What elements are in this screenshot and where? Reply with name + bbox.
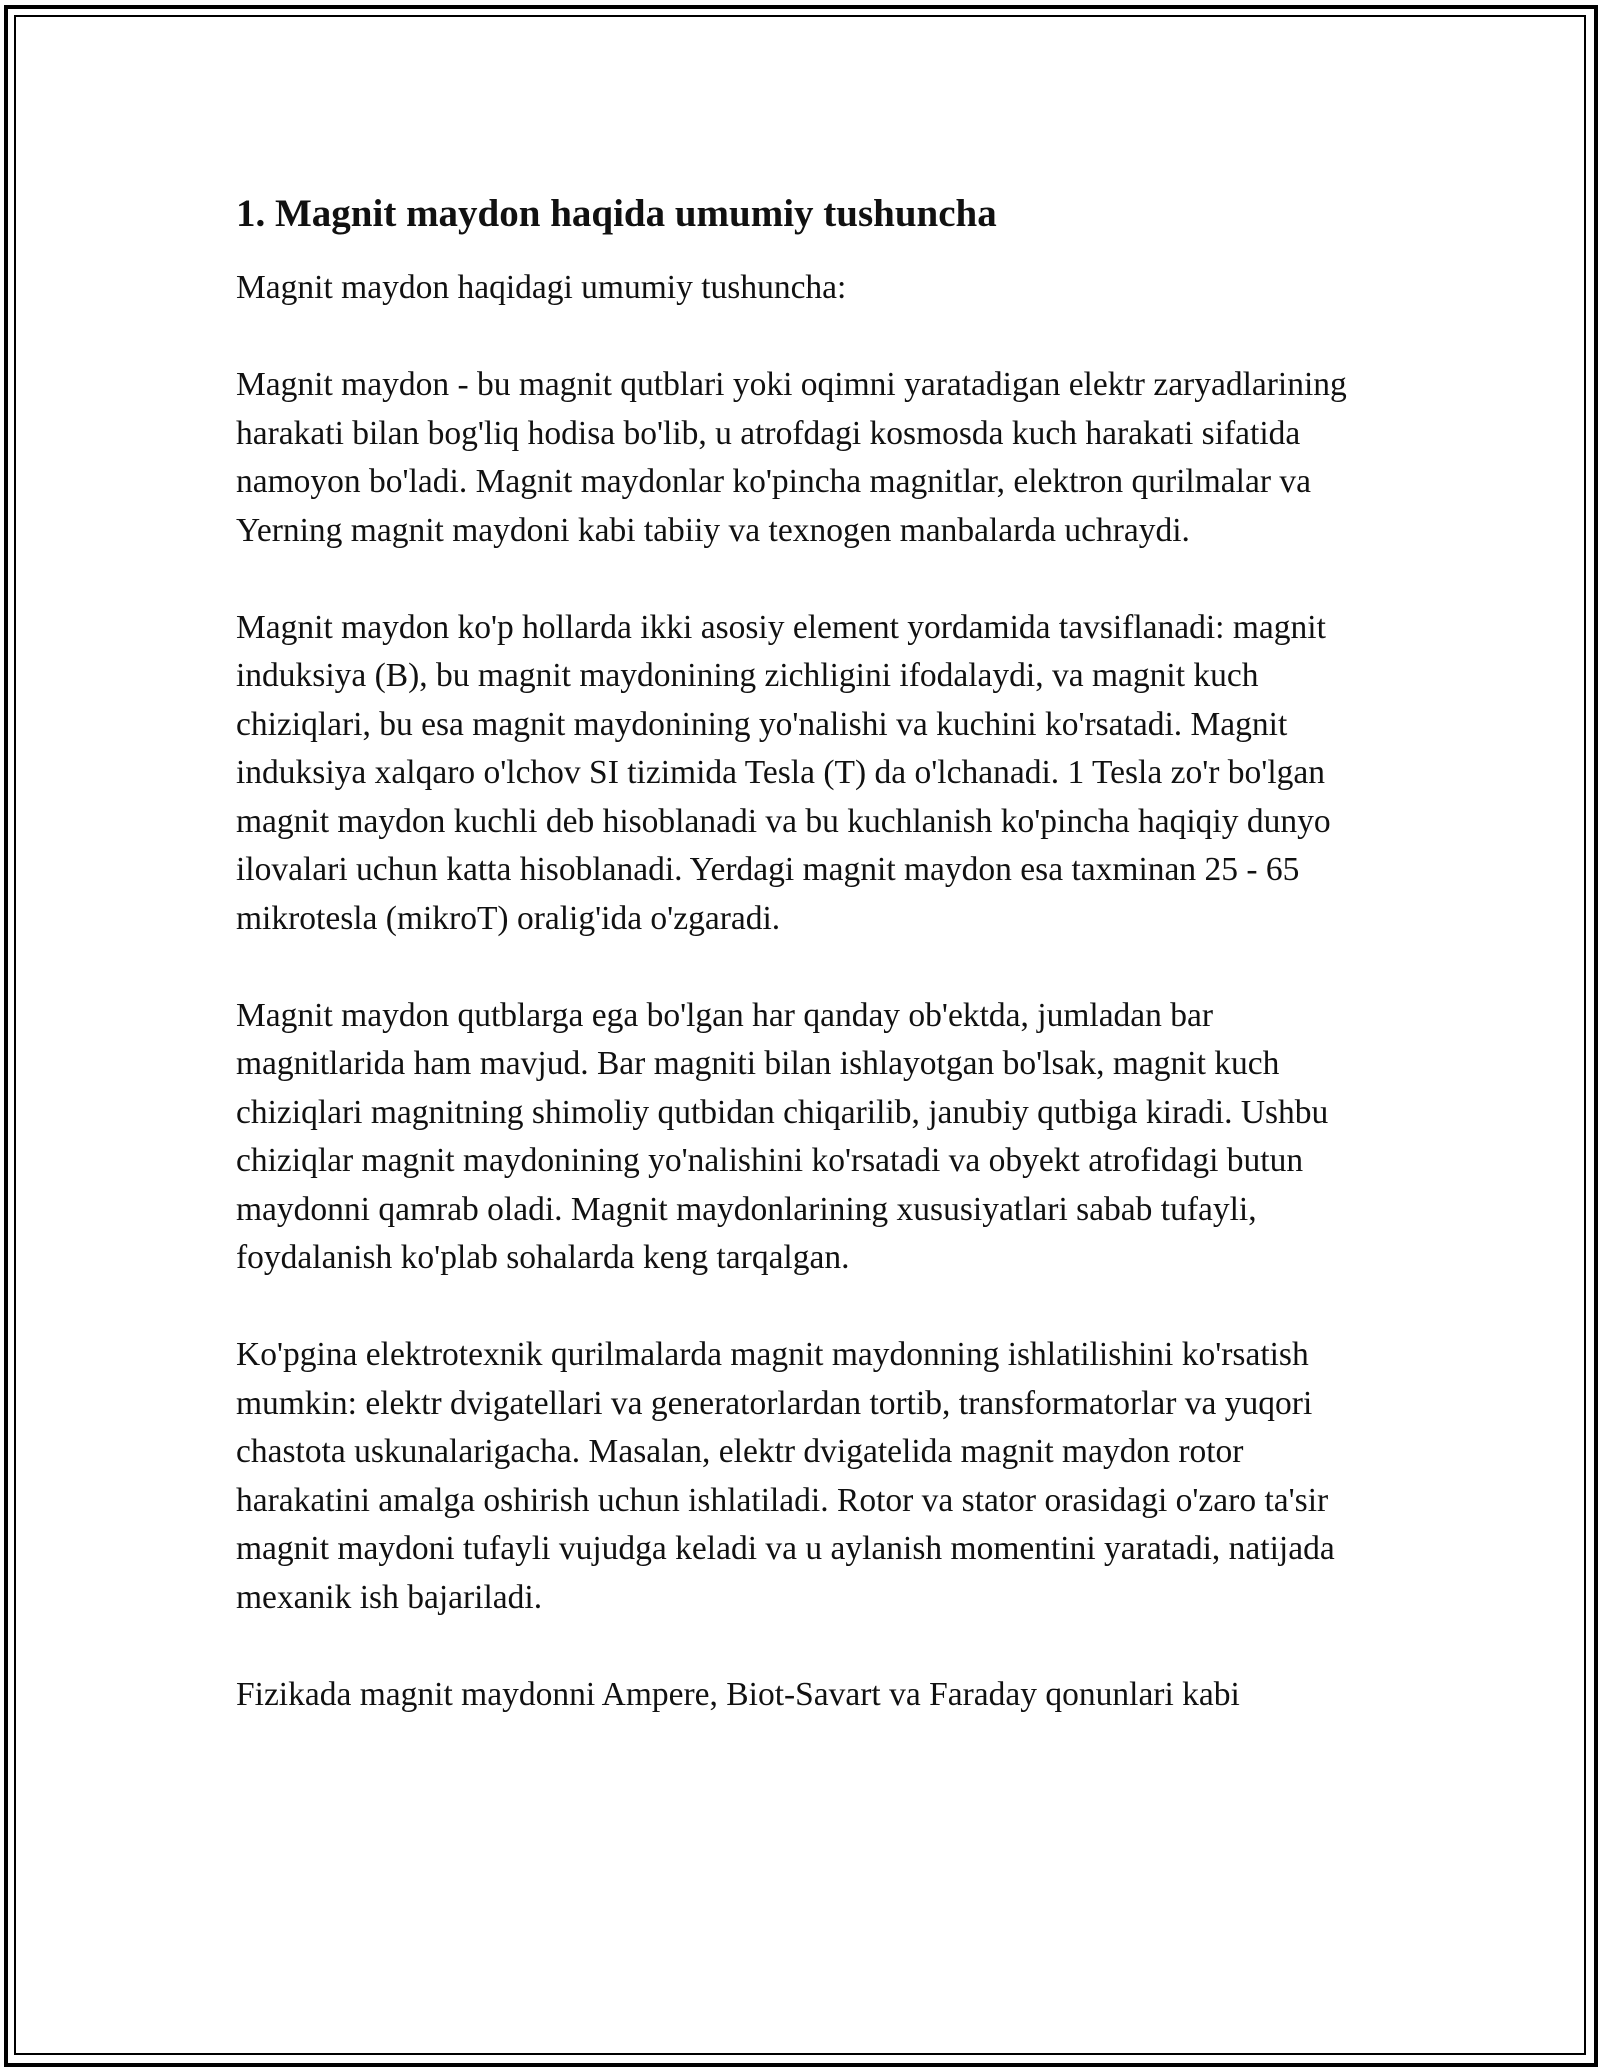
paragraph-laws: Fizikada magnit maydonni Ampere, Biot-Savart va Faraday qonunlari kabi [236, 1675, 1240, 1713]
paragraph-devices: Ko'pgina elektrotexnik qurilmalarda magnit maydonning ishlatilishini ko'rsatish mumkin: elektr dvigatellari va generatorlardan tortib, transformatorlar va yuqori chastota uskunalarigacha. Masalan, elektr dvigatelida magnit maydon rotor harakatini amalga oshirish uchun ishlatiladi. Rotor va stator orasidagi o'zaro ta'sir magnit maydoni tufayli vujudga keladi va u aylanish momentini yaratadi, natijada mexanik ish bajariladi. [236, 1336, 1335, 1616]
paragraph-bar-magnet: Magnit maydon qutblarga ega bo'lgan har qanday ob'ektda, jumladan bar magnitlarida ham mavjud. Bar magniti bilan ishlayotgan bo'lsak, magnit kuch chiziqlari magnitning shimoliy qutbidan chiqarilib, janubiy qutbiga kiradi. Ushbu chiziqlar magnit maydonining yo'nalishini ko'rsatadi va obyekt atrofidagi butun maydonni qamrab oladi. Magnit maydonlarining xususiyatlari sabab tufayli, foydalanish ko'plab sohalarda keng tarqalgan. [236, 996, 1329, 1276]
paragraph-definition: Magnit maydon - bu magnit qutblari yoki oqimni yaratadigan elektr zaryadlarining harakati bilan bog'liq hodisa bo'lib, u atrofdagi kosmosda kuch harakati sifatida namoyon bo'ladi. Magnit maydonlar ko'pincha magnitlar, elektron qurilmalar va Yerning magnit maydoni kabi tabiiy va texnogen manbalarda uchraydi. [236, 366, 1347, 549]
section-heading: 1. Magnit maydon haqida umumiy tushuncha [236, 192, 997, 235]
intro-line: Magnit maydon haqidagi umumiy tushuncha: [236, 269, 847, 306]
paragraph-induction: Magnit maydon ko'p hollarda ikki asosiy element yordamida tavsiflanadi: magnit induksiya (B), bu magnit maydonining zichligini ifodalaydi, va magnit kuch chiziqlari, bu esa magnit maydonining yo'nalishi va kuchini ko'rsatadi. Magnit induksiya xalqaro o'lchov SI tizimida Tesla (T) da o'lchanadi. 1 Tesla zo'r bo'lgan magnit maydon kuchli deb hisoblanadi va bu kuchlanish ko'pincha haqiqiy dunyo ilovalari uchun katta hisoblanadi. Yerdagi magnit maydon esa taxminan 25 - 65 mikrotesla (mikroT) oralig'ida o'zgaradi. [236, 608, 1331, 937]
document-body [236, 188, 1376, 1719]
